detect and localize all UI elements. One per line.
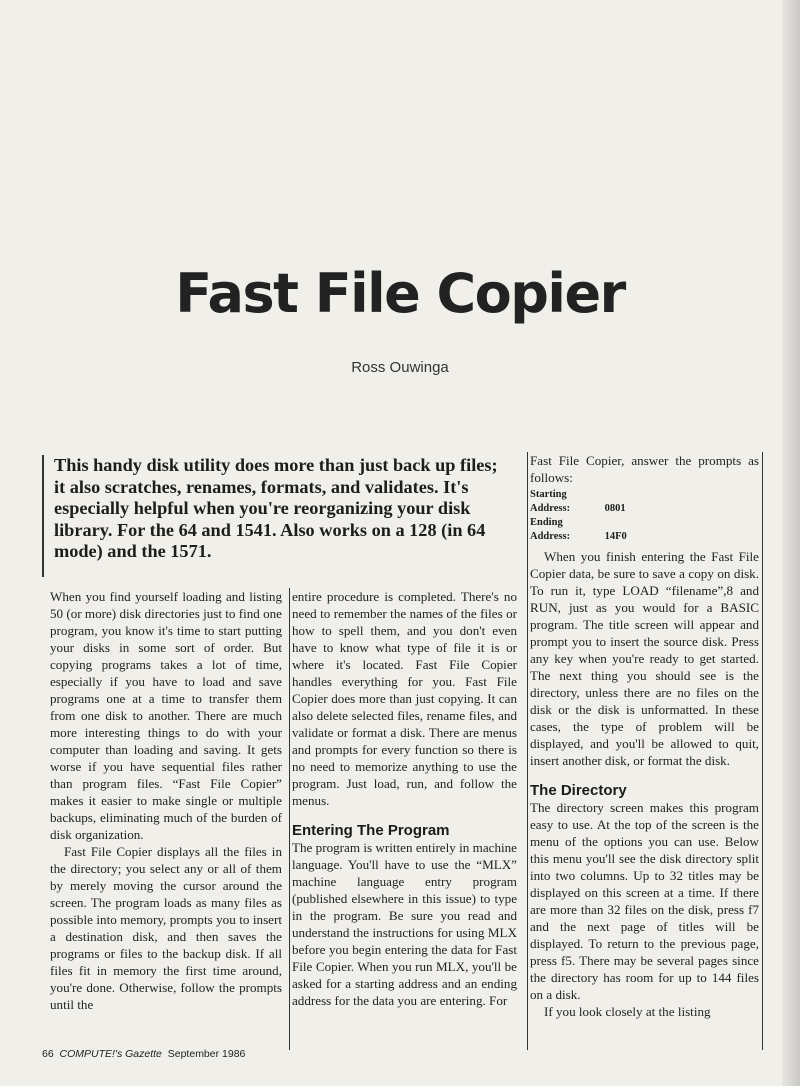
col3-paragraph-4: If you look closely at the listing [544,1004,711,1019]
ending-address-value: 14F0 [604,531,627,542]
col3-paragraph-2: When you finish entering the Fast File Copier data, be sure to save a copy on disk. To run it, type LOAD “filename”,8 and RUN, just as you would for a BASIC program. The title screen will appear and prompt you to insert the source disk. Press any key when you're ready to get started. The next thing you should see is the directory, unless there are no files on the disk or the disk is unformatted. In these cases, the type of problem will be displayed, and you'll be allowed to quit, insert another disk, or format the disk. [530,549,759,768]
article-title: Fast File Copier [175,262,625,325]
heading-entering-the-program: Entering The Program [292,822,450,839]
ending-address-row [530,516,759,544]
starting-address-row [530,488,759,516]
ending-address-label: Ending Address: [530,517,571,542]
heading-the-directory: The Directory [530,782,627,799]
col3-paragraph-1: Fast File Copier, answer the prompts as follows: [530,453,759,485]
col3-paragraph-3: The directory screen makes this program easy to use. At the top of the screen is the menu of the options you can use. Below this menu you'll see the disk directory split into two columns. Up to 32 titles may be displayed on this screen at a time. If there are more than 32 files on the disk, press f7 and the next page of titles will be displayed. To return to the previous page, press f5. There may be several pages since the directory has room for up to 144 files on a disk. [530,800,759,1002]
footer-magazine-name: COMPUTE!'s Gazette [59,1048,162,1060]
starting-address-label: Starting Address: [530,489,571,514]
col1-paragraph-2: Fast File Copier displays all the files in the directory; you select any or all of them by merely moving the cursor around the screen. The program loads as many files as possible into memory, prompts you to insert a destination disk, and then saves the programs or files to the backup disk. If all files fit in memory the first time around, you're done. Otherwise, follow the prompts until the [50,844,282,1012]
col2-paragraph-1: entire procedure is completed. There's no need to remember the names of the files or how to spell them, and you don't even have to know what type of file it is or where it's located. Fast File Copier handles everything for you. Fast File Copier does more than just copying. It can also delete selected files, rename files, and validate or format a disk. There are menus and prompts for every function so there is no need to memorize anything to use the program. Just load, run, and follow the menus. [292,589,517,808]
intro-deck: This handy disk utility does more than just back up files; it also scratches, renames, formats, and validates. It's especially helpful when you're reorganizing your disk library. For the 64 and 1541. Also works on a 128 (in 64 mode) and the 1571. [42,455,510,577]
col1-paragraph-1: When you find yourself loading and listing 50 (or more) disk directories just to find one program, you know it's time to start putting your disks in some sort of order. But copying programs takes a lot of time, especially if you have to load and save programs one at a time to transfer them from one disk to another. There are much more interesting things to do with your computer than loading and saving. It gets worse if you have sequential files rather than program files. “Fast File Copier” makes it easier to make single or multiple backups, eliminating much of the burden of disk organization. [50,589,282,842]
page-edge-shadow [782,0,800,1086]
body-column-3 [527,452,763,1050]
body-column-2 [289,588,517,1050]
address-table [530,488,759,544]
starting-address-value: 0801 [604,503,626,514]
body-column-1 [50,588,282,1013]
footer-issue-date: September 1986 [167,1048,246,1060]
page-footer [42,1048,245,1060]
col2-paragraph-2: The program is written entirely in machine language. You'll have to use the “MLX” machine language entry program (published elsewhere in this issue) to type in the program. Be sure you read and understand the instructions for using MLX before you begin entering the data for Fast File Copier. When you run MLX, you'll be asked for a starting address and an ending address for the data you are entering. For [292,840,517,1008]
author-byline: Ross Ouwinga [351,359,449,376]
footer-page-number: 66 [42,1048,54,1060]
